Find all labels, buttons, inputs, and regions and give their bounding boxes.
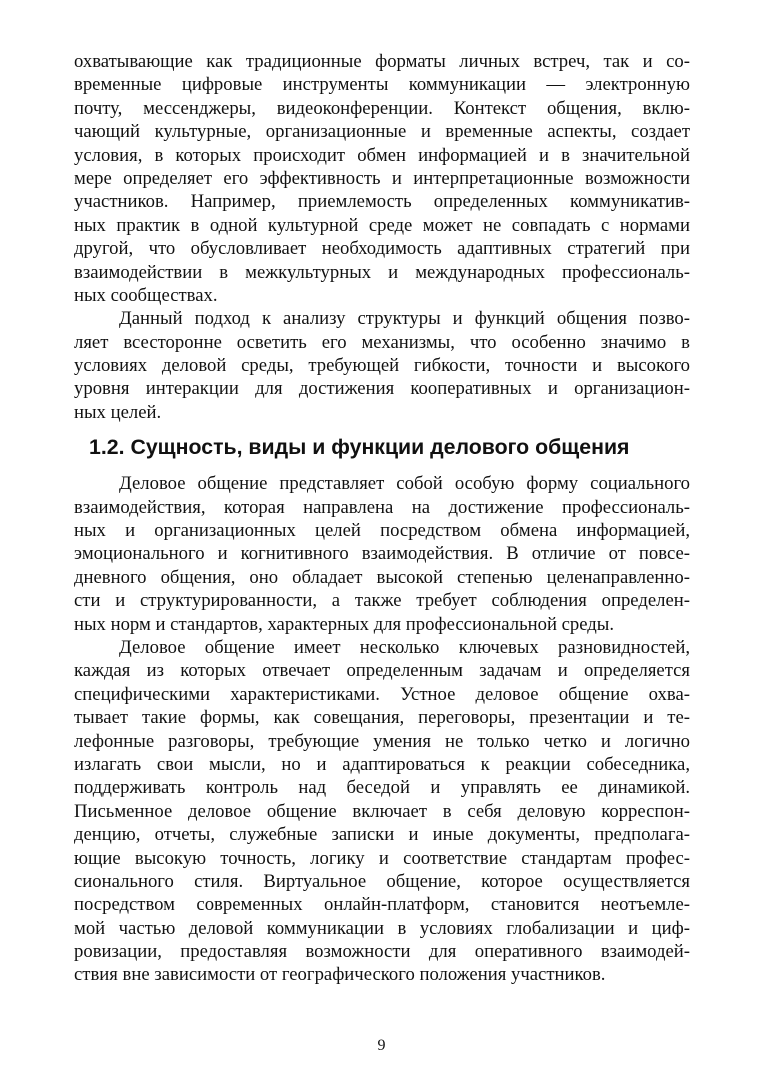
text-line: денцию, отчеты, служебные записки и иные документы, предполага-: [74, 824, 690, 846]
text-line: взаимодействии в межкультурных и международных профессиональ-: [74, 261, 690, 283]
section-heading: 1.2. Сущность, виды и функции делового общения: [89, 435, 630, 460]
text-line: ющие высокую точность, логику и соответствие стандартам профес-: [74, 847, 690, 869]
text-line: эмоционального и когнитивного взаимодействия. В отличие от повсе-: [74, 543, 690, 565]
text-line: условиях деловой среды, требующей гибкости, точности и высокого: [74, 355, 690, 377]
paragraph-approach: [74, 307, 690, 424]
text-line: уровня интеракции для достижения кооперативных и организацион-: [74, 378, 690, 400]
text-line: сти и структурированности, а также требует соблюдения определен-: [74, 590, 690, 612]
text-line: чающий культурные, организационные и временные аспекты, создает: [74, 121, 690, 143]
text-line: специфическими характеристиками. Устное деловое общение охва-: [74, 683, 690, 705]
text-line: Письменное деловое общение включает в себя деловую корреспон-: [74, 800, 690, 822]
text-line: Данный подход к анализу структуры и функций общения позво-: [119, 308, 690, 330]
paragraph-continued: [74, 50, 690, 307]
text-line: ных целей.: [74, 401, 162, 423]
text-line: лефонные разговоры, требующие умения не только четко и логично: [74, 730, 690, 752]
paragraph-varieties: [74, 636, 690, 987]
text-line: сионального стиля. Виртуальное общение, которое осуществляется: [74, 870, 690, 892]
page-body: [74, 50, 690, 987]
text-line: Деловое общение представляет собой особую форму социального: [119, 473, 690, 495]
text-line: ровизации, предоставляя возможности для оперативного взаимодей-: [74, 941, 690, 963]
text-line: условия, в которых происходит обмен информацией и в значительной: [74, 144, 690, 166]
text-line: излагать свои мысли, но и адаптироваться к реакции собеседника,: [74, 753, 690, 775]
text-line: посредством современных онлайн-платформ, становится неотъемле-: [74, 894, 690, 916]
text-line: почту, мессенджеры, видеоконференции. Контекст общения, вклю-: [74, 97, 690, 119]
page-number: 9: [377, 1037, 386, 1054]
text-line: каждая из которых отвечает определенным задачам и определяется: [74, 660, 690, 682]
text-line: охватывающие как традиционные форматы личных встреч, так и со-: [74, 51, 690, 72]
text-line: ных норм и стандартов, характерных для профессиональной среды.: [74, 613, 615, 635]
text-line: ных и организационных целей посредством обмена информацией,: [74, 520, 690, 542]
text-line: поддерживать контроль над беседой и управлять ее динамикой.: [74, 777, 690, 799]
text-line: участников. Например, приемлемость определенных коммуникатив-: [74, 191, 690, 213]
text-line: ных практик в одной культурной среде может не совпадать с нормами: [74, 214, 690, 236]
paragraph-definition: [74, 472, 690, 636]
text-line: другой, что обусловливает необходимость адаптивных стратегий при: [74, 238, 690, 260]
text-line: взаимодействия, которая направлена на достижение профессиональ-: [74, 496, 690, 518]
text-line: дневного общения, оно обладает высокой степенью целенаправленно-: [74, 566, 690, 588]
text-line: ствия вне зависимости от географического положения участников.: [74, 964, 606, 986]
text-line: Деловое общение имеет несколько ключевых разновидностей,: [119, 636, 690, 658]
text-line: ляет всесторонне осветить его механизмы, что особенно значимо в: [74, 331, 690, 353]
text-line: мере определяет его эффективность и интерпретационные возможности: [74, 167, 690, 189]
text-line: ных сообществах.: [74, 284, 218, 306]
text-line: тывает такие формы, как совещания, переговоры, презентации и те-: [74, 707, 690, 729]
text-line: мой частью деловой коммуникации в условиях глобализации и циф-: [74, 917, 690, 939]
text-line: временные цифровые инструменты коммуникации — электронную: [74, 74, 690, 96]
